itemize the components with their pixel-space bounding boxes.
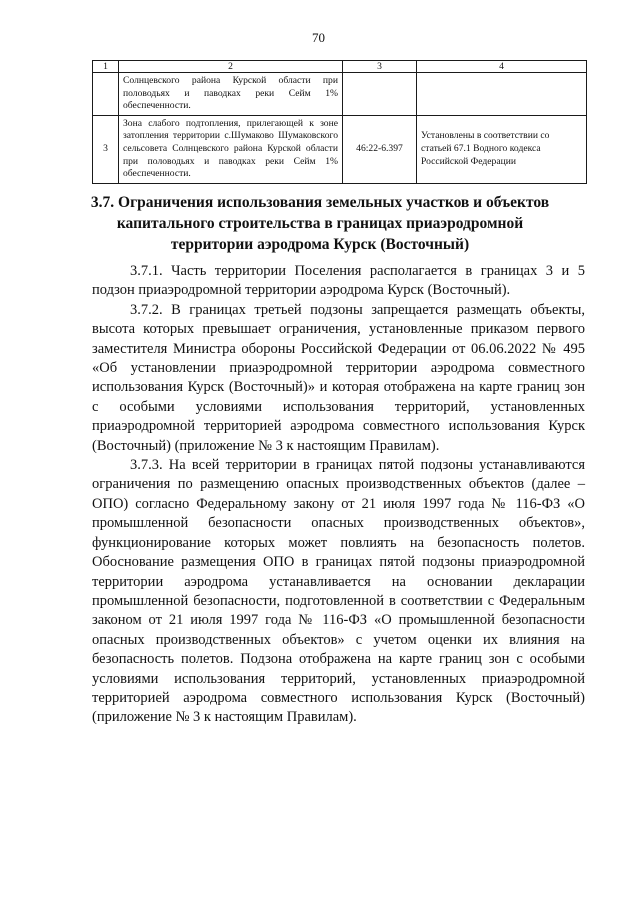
- table-header-row: [93, 61, 587, 73]
- paragraph-3-7-2: 3.7.2. В границах третьей подзоны запрещается размещать объекты, высота которых превышает ограничения, установленные приказом первого заместителя Министра обороны Российской Федерации от 06.06.2022 № 495 «Об установлении приаэродромной территории аэродрома совместного использования Курск (Восточный)» и которая отображена на карте границ зон с особыми условиями использования территорий, установленных приаэродромной территорией аэродрома совместного использования Курск (Восточный) (приложение № 3 к настоящим Правилам).: [92, 301, 585, 454]
- table-cell-registry-code: 46:22-6.397: [343, 115, 417, 183]
- table-header-cell: 3: [343, 61, 417, 73]
- paragraph-3-7-3: 3.7.3. На всей территории в границах пятой подзоны устанавливаются ограничения по размещению опасных производственных объектов (далее – ОПО) согласно Федеральному закону от 21 июля 1997 года № 116-ФЗ «О промышленной безопасности опасных производственных объектов», функционирование которых может повлиять на безопасность полетов. Обоснование размещения ОПО в границах пятой подзоны приаэродромной территории аэродрома устанавливается на основании декларации промышленной безопасности, подготовленной в соответствии с Федеральным законом от 21 июля 1997 года № 116-ФЗ «О промышленной безопасности опасных производственных объектов» с учетом оценки их влияния на безопасность полетов. Подзона отображена на карте границ зон с особыми условиями использования территорий, установленных приаэродромной территорией аэродрома совместного использования Курск (Восточный) (приложение № 3 к настоящим Правилам).: [92, 457, 585, 726]
- table-header-cell: 4: [417, 61, 587, 73]
- zones-table: [92, 60, 587, 184]
- table-cell-registry-code: [343, 73, 417, 116]
- table-cell-number: 3: [93, 115, 119, 183]
- table-header-cell: 1: [93, 61, 119, 73]
- table-header-cell: 2: [119, 61, 343, 73]
- table-cell-description: Солнцевского района Курской области при половодьях и паводках реки Сейм 1% обеспеченности.: [119, 73, 343, 116]
- table-cell-description: Зона слабого подтопления, прилегающей к зоне затопления территории с.Шумаково Шумаковского сельсовета Солнцевского района Курской области при половодьях и паводках реки Сейм 1% обеспеченности.: [119, 115, 343, 183]
- table-row: [93, 73, 587, 116]
- table-cell-number: [93, 73, 119, 116]
- table-cell-note: Установлены в соответствии со статьей 67.1 Водного кодекса Российской Федерации: [417, 115, 587, 183]
- body-text: [92, 262, 585, 728]
- page-number: 70: [312, 30, 325, 45]
- section-title: 3.7. Ограничения использования земельных участков и объектов капитального строительства в границах приаэродромной территории аэродрома Курск (Восточный): [90, 194, 550, 253]
- paragraph-3-7-1: 3.7.1. Часть территории Поселения располагается в границах 3 и 5 подзон приаэродромной территории аэродрома Курск (Восточный).: [92, 263, 585, 299]
- table-row: [93, 115, 587, 183]
- table-cell-note: [417, 73, 587, 116]
